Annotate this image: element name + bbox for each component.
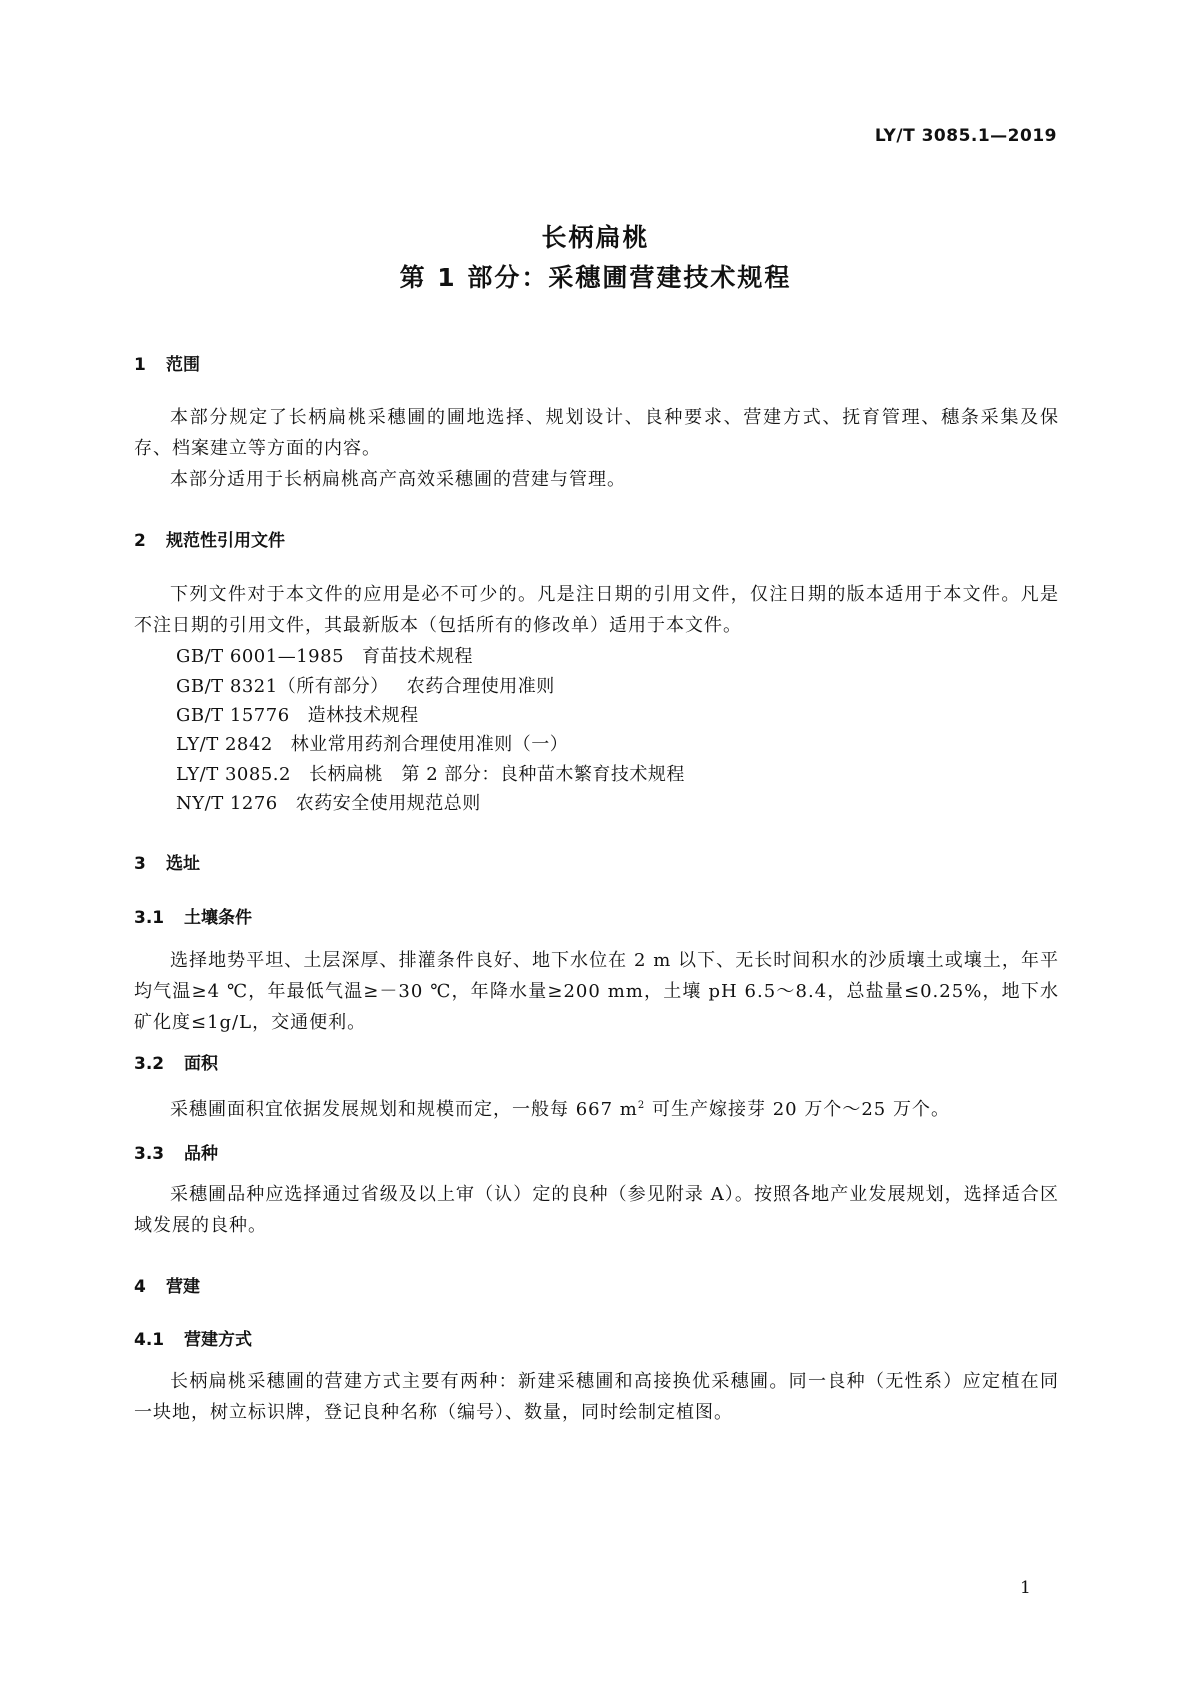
subsection-title: 土壤条件 [184,908,252,928]
standard-code: LY/T 3085.1—2019 [874,126,1057,146]
subsection-4-1-heading [134,1325,252,1350]
subsection-3-2-heading [134,1049,218,1074]
reference-item [176,672,555,698]
section-title: 规范性引用文件 [166,531,285,551]
subsection-3-3-heading [134,1139,218,1164]
reference-code: LY/T 2842 [176,734,273,755]
subsection-4-1-paragraph: 长柄扁桃采穗圃的营建方式主要有两种：新建采穗圃和高接换优采穗圃。同一良种（无性系）应定植在同一块地，树立标识牌，登记良种名称（编号）、数量，同时绘制定植图。 [134,1371,1059,1423]
subsection-number: 3.2 [134,1054,165,1074]
subsection-3-1-heading [134,903,252,928]
subsection-title: 品种 [184,1144,218,1164]
subsection-3-1-paragraph: 选择地势平坦、土层深厚、排灌条件良好、地下水位在 2 m 以下、无长时间积水的沙质壤土或壤土，年平均气温≥4 ℃，年最低气温≥－30 ℃，年降水量≥200 mm，土壤 pH 6.5～8.4，总盐量≤0.25%，地下水矿化度≤1g/L，交通便利。 [134,950,1059,1033]
paragraph-text-b: 可生产嫁接芽 20 万个～25 万个。 [645,1099,950,1120]
reference-code: NY/T 1276 [176,793,278,814]
section-4-heading [134,1272,200,1297]
reference-code: GB/T 8321（所有部分） [176,676,389,697]
reference-item [176,701,419,727]
superscript-2: 2 [637,1100,646,1111]
page-number: 1 [1020,1578,1031,1598]
subsection-number: 3.3 [134,1144,165,1164]
subsection-number: 4.1 [134,1330,165,1350]
section-title: 范围 [166,355,200,375]
section-1-paragraph-2: 本部分适用于长柄扁桃高产高效采穗圃的营建与管理。 [170,469,626,490]
section-1-paragraph-1: 本部分规定了长柄扁桃采穗圃的圃地选择、规划设计、良种要求、营建方式、抚育管理、穗条采集及保存、档案建立等方面的内容。 [134,407,1059,459]
reference-name: 林业常用药剂合理使用准则（一） [290,734,569,755]
subsection-number: 3.1 [134,908,165,928]
reference-code: GB/T 6001—1985 [176,646,345,667]
section-number: 4 [134,1277,146,1297]
section-2-paragraph-1: 下列文件对于本文件的应用是必不可少的。凡是注日期的引用文件，仅注日期的版本适用于本文件。凡是不注日期的引用文件，其最新版本（包括所有的修改单）适用于本文件。 [134,584,1059,636]
section-number: 1 [134,355,146,375]
section-3-heading [134,849,200,874]
section-1-heading [134,350,200,375]
subsection-3-3-paragraph: 采穗圃品种应选择通过省级及以上审（认）定的良种（参见附录 A）。按照各地产业发展规划，选择适合区域发展的良种。 [134,1184,1059,1236]
reference-name: 农药安全使用规范总则 [295,793,481,814]
section-title: 营建 [166,1277,200,1297]
paragraph-text-a: 采穗圃面积宜依据发展规划和规模而定，一般每 667 m [170,1099,638,1120]
reference-item [176,760,685,786]
section-number: 3 [134,854,146,874]
reference-code: LY/T 3085.2 [176,764,291,785]
reference-item [176,642,473,668]
section-2-heading [134,526,285,551]
subsection-title: 面积 [184,1054,218,1074]
section-title: 选址 [166,854,200,874]
reference-code: GB/T 15776 [176,705,290,726]
reference-name: 长柄扁桃 第 2 部分：良种苗木繁育技术规程 [308,764,685,785]
subsection-3-2-paragraph [134,1090,1059,1125]
reference-name: 造林技术规程 [307,705,419,726]
reference-item [176,730,568,756]
reference-name: 农药合理使用准则 [406,676,555,697]
document-title-line1: 长柄扁桃 [541,223,650,252]
section-number: 2 [134,531,146,551]
subsection-title: 营建方式 [184,1330,252,1350]
reference-name: 育苗技术规程 [362,646,474,667]
document-title-line2: 第 1 部分：采穗圃营建技术规程 [399,263,792,292]
reference-item [176,789,481,815]
